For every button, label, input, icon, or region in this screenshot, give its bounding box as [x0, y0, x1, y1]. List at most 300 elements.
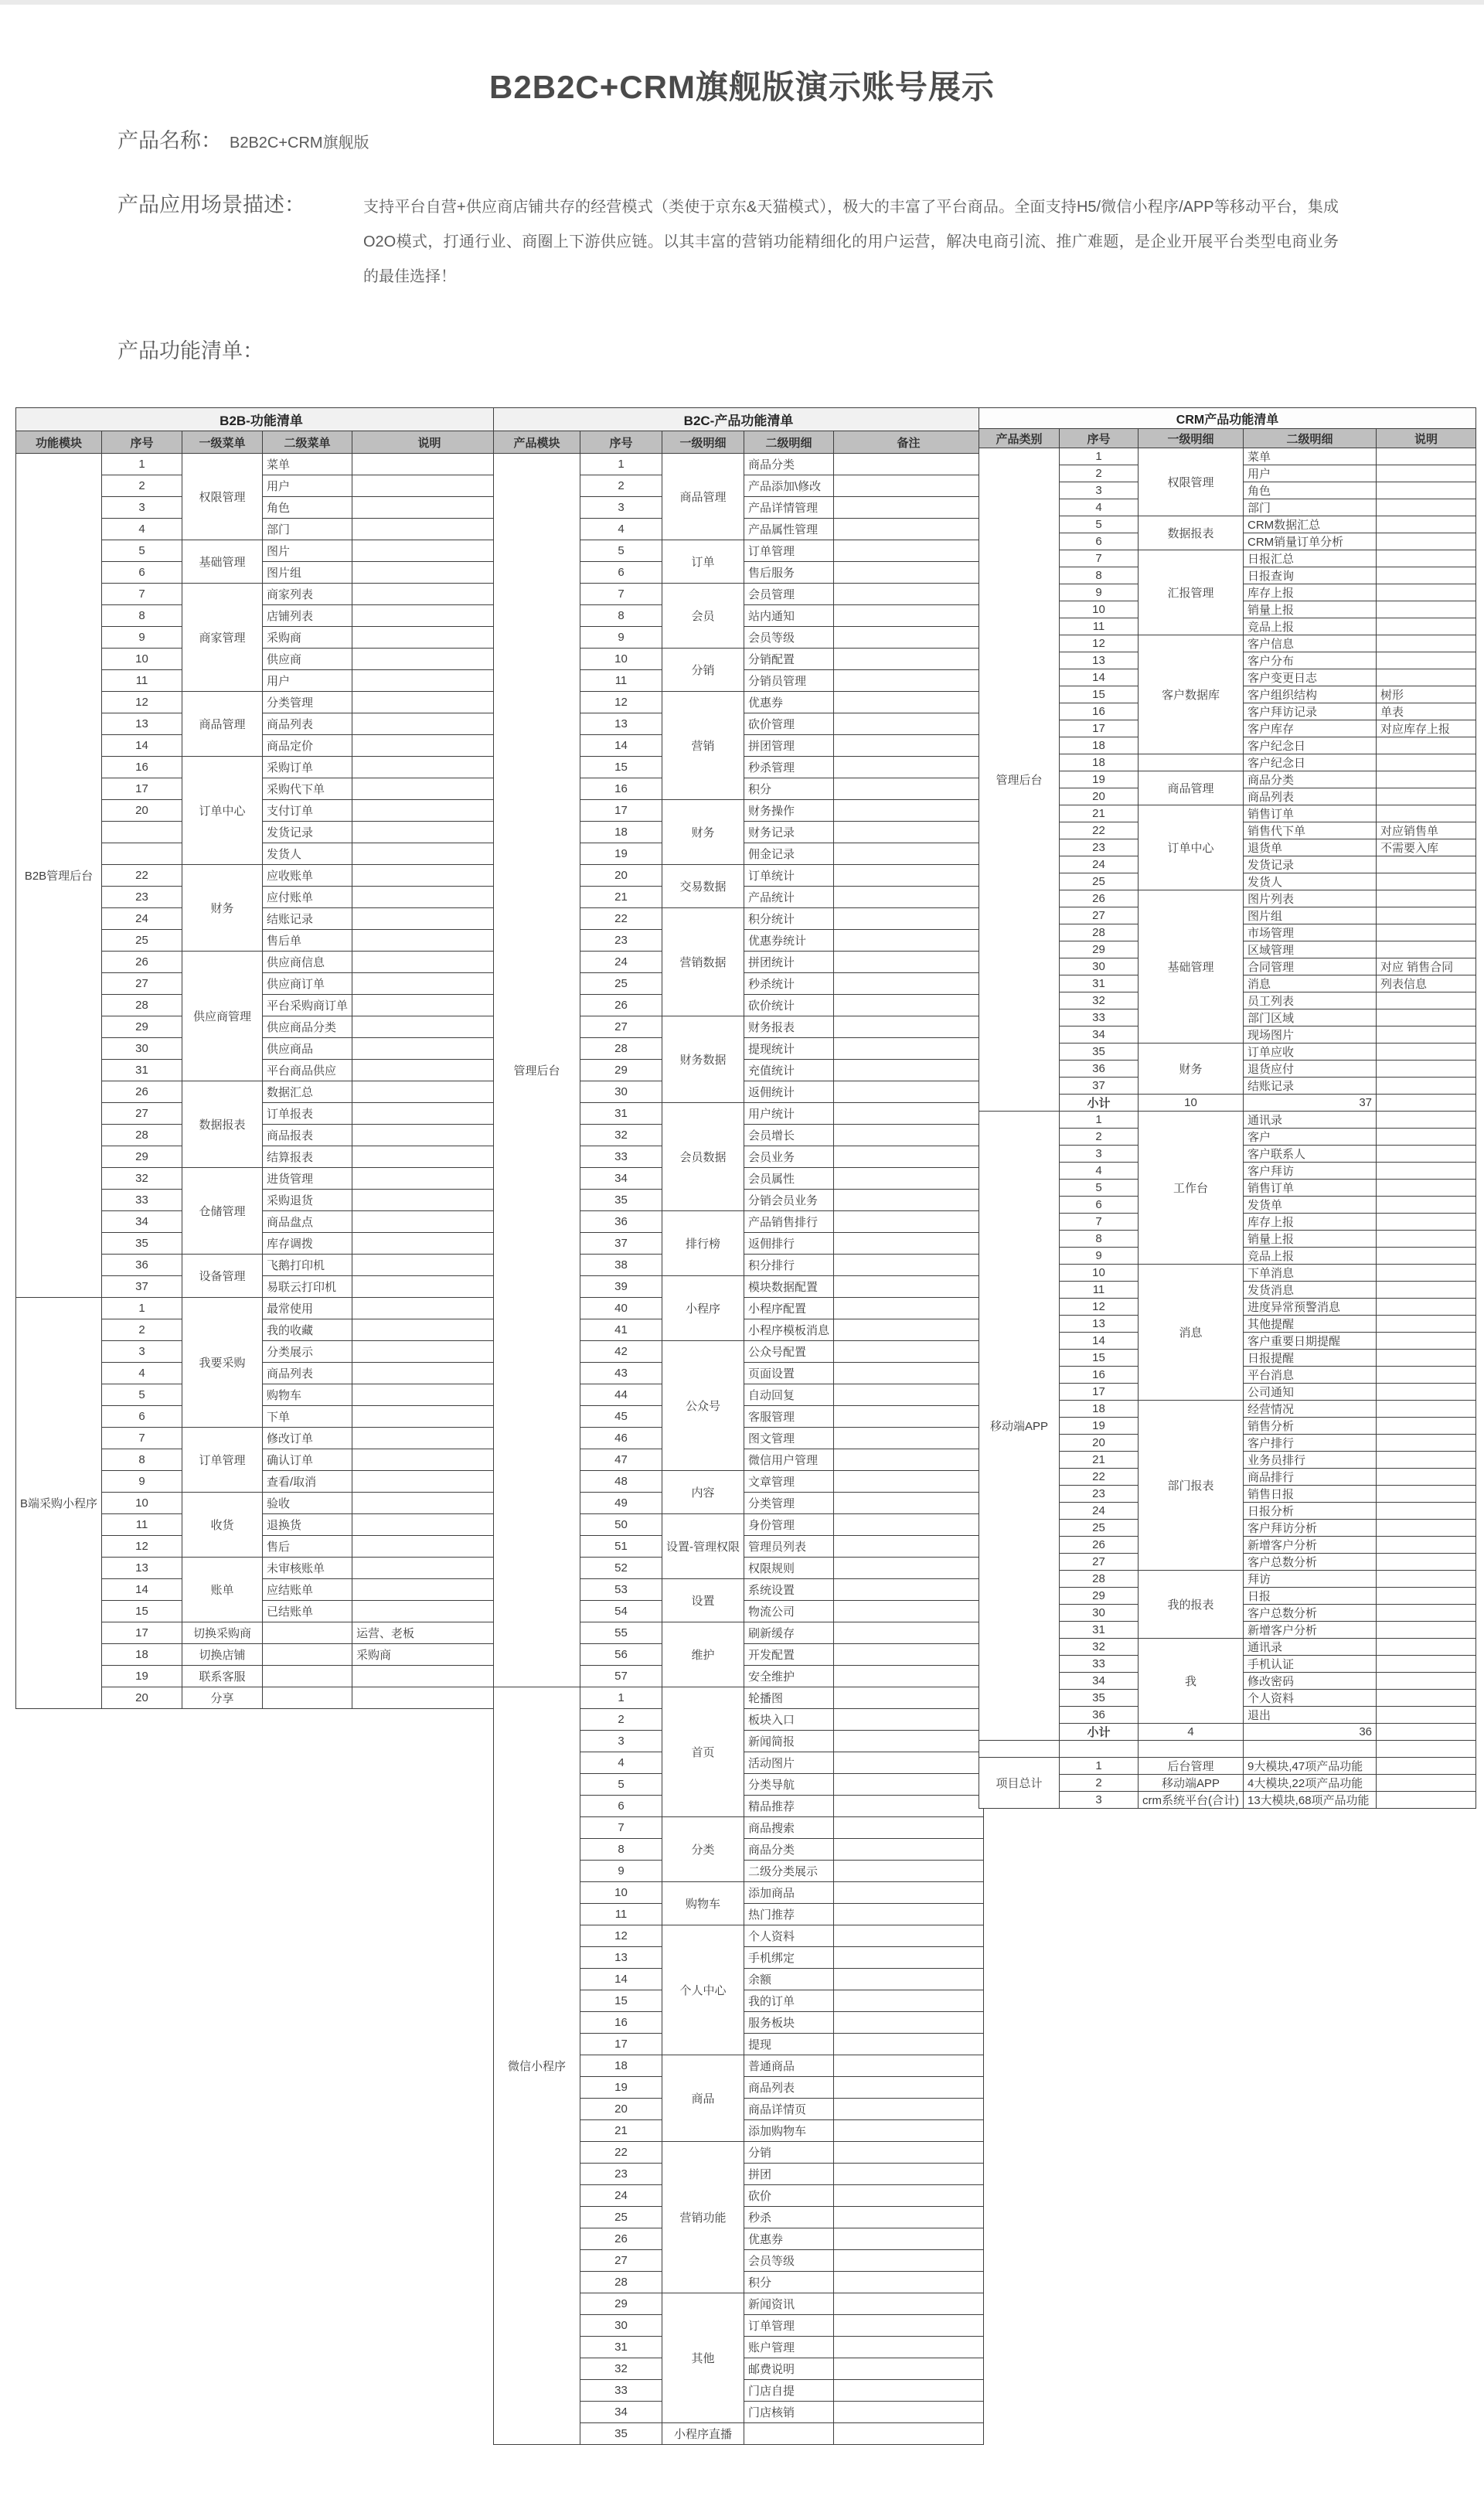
- module-cell: 项目总计: [979, 1758, 1060, 1809]
- note-cell: [352, 454, 507, 475]
- seq-cell: 19: [580, 843, 662, 865]
- note-cell: [1377, 1775, 1476, 1792]
- seq-cell: 31: [1060, 975, 1139, 992]
- level1-cell: 小程序: [662, 1276, 744, 1341]
- note-cell: [1377, 1401, 1476, 1418]
- level2-cell: 用户: [263, 475, 352, 497]
- seq-cell: 22: [1060, 822, 1139, 839]
- level2-cell: 分类导航: [744, 1774, 834, 1796]
- note-cell: [352, 778, 507, 800]
- note-cell: [834, 627, 984, 649]
- seq-cell: 18: [580, 822, 662, 843]
- note-cell: [352, 670, 507, 692]
- level2-cell: 客户联系人: [1244, 1146, 1377, 1163]
- note-cell: [1377, 992, 1476, 1009]
- seq-cell: 5: [1060, 1180, 1139, 1197]
- seq-cell: 21: [580, 2120, 662, 2142]
- note-cell: [1377, 941, 1476, 958]
- level2-cell: 商品分类: [744, 1839, 834, 1861]
- seq-cell: 27: [580, 1016, 662, 1038]
- note-cell: [1377, 737, 1476, 754]
- seq-cell: 10: [102, 1493, 182, 1514]
- table-row: [979, 1741, 1476, 1758]
- level2-cell: 财务记录: [744, 822, 834, 843]
- level1-cell: 分类: [662, 1817, 744, 1882]
- seq-cell: 2: [580, 475, 662, 497]
- note-cell: [834, 1861, 984, 1882]
- seq-cell: 31: [580, 1103, 662, 1125]
- note-cell: [1377, 516, 1476, 533]
- level2-cell: 供应商品分类: [263, 1016, 352, 1038]
- level2-cell: 客户变更日志: [1244, 669, 1377, 686]
- level2-cell: 拜访: [1244, 1571, 1377, 1588]
- level2-cell: 商品盘点: [263, 1211, 352, 1233]
- level1-cell: 商品管理: [1139, 771, 1244, 805]
- level2-cell: 积分: [744, 778, 834, 800]
- note-cell: [1377, 1265, 1476, 1282]
- level2-cell: 优惠券: [744, 692, 834, 713]
- level2-cell: 商品分类: [744, 454, 834, 475]
- note-cell: [834, 1168, 984, 1190]
- note-cell: [352, 1016, 507, 1038]
- seq-cell: 34: [102, 1211, 182, 1233]
- note-cell: 列表信息: [1377, 975, 1476, 992]
- note-cell: [834, 1233, 984, 1255]
- level2-cell: 客户库存: [1244, 720, 1377, 737]
- seq-cell: 28: [580, 1038, 662, 1060]
- level1-cell: 营销: [662, 692, 744, 800]
- note-cell: [834, 605, 984, 627]
- note-cell: [834, 1406, 984, 1428]
- seq-cell: 16: [580, 778, 662, 800]
- note-cell: [834, 1514, 984, 1536]
- note-cell: 单表: [1377, 703, 1476, 720]
- seq-cell: 17: [1060, 1384, 1139, 1401]
- level2-cell: 会员属性: [744, 1168, 834, 1190]
- level2-cell: 发货记录: [1244, 856, 1377, 873]
- note-cell: 对应库存上报: [1377, 720, 1476, 737]
- seq-cell: 14: [1060, 1333, 1139, 1350]
- level2-cell: 会员等级: [744, 627, 834, 649]
- seq-cell: 6: [102, 1406, 182, 1428]
- level2-cell: 部门: [263, 519, 352, 540]
- level1-cell: 移动端APP: [1139, 1775, 1244, 1792]
- seq-cell: 18: [1060, 737, 1139, 754]
- note-cell: [352, 1514, 507, 1536]
- note-cell: [834, 1947, 984, 1969]
- level2-cell: 销量上报: [1244, 601, 1377, 618]
- note-cell: [1377, 669, 1476, 686]
- note-cell: [1377, 1129, 1476, 1146]
- level2-cell: 未审核账单: [263, 1558, 352, 1579]
- seq-cell: 36: [1060, 1707, 1139, 1724]
- level1-cell: 排行榜: [662, 1211, 744, 1276]
- note-cell: [1377, 788, 1476, 805]
- level2-cell: 站内通知: [744, 605, 834, 627]
- seq-cell: 15: [580, 757, 662, 778]
- level2-cell: 我的订单: [744, 1990, 834, 2012]
- level2-cell: 销售订单: [1244, 805, 1377, 822]
- seq-cell: 19: [1060, 1418, 1139, 1435]
- seq-cell: 17: [102, 1622, 182, 1644]
- seq-cell: 8: [1060, 567, 1139, 584]
- level2-cell: 商品报表: [263, 1125, 352, 1146]
- note-cell: [352, 735, 507, 757]
- seq-cell: 1: [102, 454, 182, 475]
- level1-cell: 切换店铺: [182, 1644, 263, 1666]
- note-cell: [834, 1363, 984, 1384]
- level2-cell: 手机认证: [1244, 1656, 1377, 1673]
- level1-cell: 仓储管理: [182, 1168, 263, 1255]
- level2-cell: 验收: [263, 1493, 352, 1514]
- note-cell: [834, 540, 984, 562]
- level2-cell: 商品排行: [1244, 1469, 1377, 1486]
- note-cell: [1377, 499, 1476, 516]
- level1-cell: 汇报管理: [1139, 550, 1244, 635]
- level2-cell: 13大模块,68项产品功能: [1244, 1792, 1377, 1809]
- table-row: [979, 1112, 1476, 1129]
- note-cell: [834, 973, 984, 995]
- note-cell: [834, 2034, 984, 2055]
- seq-cell: 48: [580, 1471, 662, 1493]
- level2-cell: 日报分析: [1244, 1503, 1377, 1520]
- seq-cell: 53: [580, 1579, 662, 1601]
- level2-cell: 新增客户分析: [1244, 1622, 1377, 1639]
- note-cell: [1377, 448, 1476, 465]
- note-cell: [834, 2120, 984, 2142]
- level2-cell: 合同管理: [1244, 958, 1377, 975]
- note-cell: [834, 1298, 984, 1319]
- level2-cell: 订单应收: [1244, 1044, 1377, 1061]
- level2-cell: 发货单: [1244, 1197, 1377, 1214]
- seq-cell: 10: [102, 649, 182, 670]
- seq-cell: 33: [1060, 1009, 1139, 1026]
- seq-cell: 16: [1060, 703, 1139, 720]
- note-cell: [834, 1060, 984, 1081]
- level2-cell: 商品分类: [1244, 771, 1377, 788]
- level2-cell: 微信用户管理: [744, 1449, 834, 1471]
- note-cell: [834, 2293, 984, 2315]
- seq-cell: 13: [1060, 1316, 1139, 1333]
- level1-cell: 账单: [182, 1558, 263, 1622]
- seq-cell: 16: [1060, 1367, 1139, 1384]
- note-cell: [1377, 1197, 1476, 1214]
- seq-cell: 9: [580, 1861, 662, 1882]
- note-cell: [1377, 1248, 1476, 1265]
- level2-cell: 分销: [744, 2142, 834, 2164]
- note-cell: [834, 1103, 984, 1125]
- level2-cell: 客户分布: [1244, 652, 1377, 669]
- level2-cell: 查看/取消: [263, 1471, 352, 1493]
- level2-cell: 拼团管理: [744, 735, 834, 757]
- seq-cell: 4: [580, 1752, 662, 1774]
- level2-cell: 飞鹅打印机: [263, 1255, 352, 1276]
- note-cell: [834, 2207, 984, 2228]
- column-header: 说明: [1377, 429, 1476, 448]
- level2-cell: 会员增长: [744, 1125, 834, 1146]
- seq-cell: 27: [1060, 907, 1139, 924]
- level2-cell: 订单统计: [744, 865, 834, 887]
- level2-cell: 手机绑定: [744, 1947, 834, 1969]
- note-cell: [352, 1276, 507, 1298]
- seq-cell: 1: [1060, 448, 1139, 465]
- seq-cell: [102, 843, 182, 865]
- level2-cell: 进货管理: [263, 1168, 352, 1190]
- table-title: CRM产品功能清单: [979, 408, 1476, 429]
- seq-cell: [102, 822, 182, 843]
- note-cell: [834, 822, 984, 843]
- level2-cell: 权限规则: [744, 1558, 834, 1579]
- seq-cell: 38: [580, 1255, 662, 1276]
- level2-cell: 物流公司: [744, 1601, 834, 1622]
- seq-cell: 57: [580, 1666, 662, 1687]
- note-cell: [1377, 1180, 1476, 1197]
- level2-cell: [263, 1644, 352, 1666]
- seq-cell: 30: [102, 1038, 182, 1060]
- note-cell: [352, 865, 507, 887]
- seq-cell: 15: [580, 1990, 662, 2012]
- seq-cell: 23: [102, 887, 182, 908]
- seq-cell: 19: [102, 1666, 182, 1687]
- note-cell: [834, 1558, 984, 1579]
- level1-cell: 交易数据: [662, 865, 744, 908]
- note-cell: [834, 1774, 984, 1796]
- level2-cell: 客户排行: [1244, 1435, 1377, 1452]
- seq-cell: 4: [1060, 499, 1139, 516]
- level2-cell: 系统设置: [744, 1579, 834, 1601]
- level2-cell: 竞品上报: [1244, 1248, 1377, 1265]
- seq-cell: 17: [102, 778, 182, 800]
- table-title-row: [494, 408, 984, 431]
- note-cell: [834, 1796, 984, 1817]
- note-cell: [1377, 1435, 1476, 1452]
- note-cell: [352, 1190, 507, 1211]
- level2-cell: 修改密码: [1244, 1673, 1377, 1690]
- note-cell: [352, 692, 507, 713]
- seq-cell: 17: [580, 2034, 662, 2055]
- seq-cell: 22: [580, 908, 662, 930]
- level2-cell: 供应商: [263, 649, 352, 670]
- level2-cell: 客户信息: [1244, 635, 1377, 652]
- module-cell: B端采购小程序: [16, 1298, 102, 1709]
- note-cell: [834, 2250, 984, 2272]
- note-cell: [834, 843, 984, 865]
- level2-cell: 添加购物车: [744, 2120, 834, 2142]
- seq-cell: 3: [102, 497, 182, 519]
- note-cell: [834, 1211, 984, 1233]
- seq-cell: 26: [102, 952, 182, 973]
- level2-cell: 应收账单: [263, 865, 352, 887]
- level2-cell: 其他提醒: [1244, 1316, 1377, 1333]
- level1-cell: 小程序直播: [662, 2423, 744, 2445]
- level2-cell: 板块入口: [744, 1709, 834, 1731]
- table-row: [16, 454, 507, 475]
- note-cell: 不需要入库: [1377, 839, 1476, 856]
- table-row: [979, 1758, 1476, 1775]
- note-cell: [834, 2055, 984, 2077]
- level2-cell: 退出: [1244, 1707, 1377, 1724]
- level2-cell: 返佣统计: [744, 1081, 834, 1103]
- seq-cell: 12: [102, 692, 182, 713]
- level2-cell: 热门推荐: [744, 1904, 834, 1925]
- seq-cell: 26: [1060, 890, 1139, 907]
- level2-cell: 门店核销: [744, 2402, 834, 2423]
- level2-cell: 会员业务: [744, 1146, 834, 1168]
- level1-cell: 后台管理: [1139, 1758, 1244, 1775]
- note-cell: [834, 2272, 984, 2293]
- column-header: 序号: [102, 431, 182, 454]
- level2-cell: 下单: [263, 1406, 352, 1428]
- level2-cell: 财务报表: [744, 1016, 834, 1038]
- level2-cell: 新闻简报: [744, 1731, 834, 1752]
- note-cell: [352, 1146, 507, 1168]
- note-cell: [1377, 1469, 1476, 1486]
- level2-cell: 采购代下单: [263, 778, 352, 800]
- note-cell: [1377, 1333, 1476, 1350]
- seq-cell: 29: [102, 1016, 182, 1038]
- level1-cell: [1139, 1741, 1244, 1758]
- note-cell: [834, 2099, 984, 2120]
- seq-cell: 15: [102, 1601, 182, 1622]
- level2-cell: [263, 1666, 352, 1687]
- seq-cell: 34: [1060, 1026, 1139, 1044]
- seq-cell: 14: [1060, 669, 1139, 686]
- seq-cell: 28: [580, 2272, 662, 2293]
- level2-cell: 产品添加\修改: [744, 475, 834, 497]
- level2-cell: 提现统计: [744, 1038, 834, 1060]
- note-cell: [1377, 805, 1476, 822]
- note-cell: [352, 887, 507, 908]
- note-cell: [352, 519, 507, 540]
- note-cell: [1377, 1009, 1476, 1026]
- note-cell: [1377, 1690, 1476, 1707]
- seq-cell: 43: [580, 1363, 662, 1384]
- level2-cell: 发货记录: [263, 822, 352, 843]
- seq-cell: 5: [102, 1384, 182, 1406]
- level2-cell: 商家列表: [263, 584, 352, 605]
- note-cell: [834, 2358, 984, 2380]
- level1-cell: 订单中心: [1139, 805, 1244, 890]
- seq-cell: 15: [1060, 1350, 1139, 1367]
- note-cell: [1377, 652, 1476, 669]
- note-cell: [352, 1601, 507, 1622]
- note-cell: [352, 1060, 507, 1081]
- subtotal-module-count: 4: [1139, 1724, 1244, 1741]
- seq-cell: 2: [1060, 465, 1139, 482]
- seq-cell: 5: [102, 540, 182, 562]
- seq-cell: 46: [580, 1428, 662, 1449]
- level1-cell: 我: [1139, 1639, 1244, 1724]
- note-cell: [834, 1449, 984, 1471]
- level1-cell: 其他: [662, 2293, 744, 2423]
- subtotal-module-count: 10: [1139, 1095, 1244, 1112]
- level2-cell: 拼团统计: [744, 952, 834, 973]
- note-cell: [1377, 771, 1476, 788]
- note-cell: [352, 1449, 507, 1471]
- table-header-row: [16, 431, 507, 454]
- module-cell: [979, 1741, 1060, 1758]
- level1-cell: 财务数据: [662, 1016, 744, 1103]
- note-cell: [1377, 1554, 1476, 1571]
- note-cell: [1377, 1656, 1476, 1673]
- seq-cell: 13: [580, 1947, 662, 1969]
- level2-cell: 产品销售排行: [744, 1211, 834, 1233]
- seq-cell: 10: [580, 1882, 662, 1904]
- level1-cell: 设备管理: [182, 1255, 263, 1298]
- note-cell: [834, 519, 984, 540]
- note-cell: [1377, 1367, 1476, 1384]
- level2-cell: 店铺列表: [263, 605, 352, 627]
- level2-cell: 供应商品: [263, 1038, 352, 1060]
- seq-cell: 9: [580, 627, 662, 649]
- note-cell: [834, 757, 984, 778]
- level2-cell: 砍价管理: [744, 713, 834, 735]
- level2-cell: 购物车: [263, 1384, 352, 1406]
- level1-cell: 购物车: [662, 1882, 744, 1925]
- note-cell: [834, 1969, 984, 1990]
- note-cell: [1377, 1724, 1476, 1741]
- note-cell: [1377, 1350, 1476, 1367]
- level2-cell: 公众号配置: [744, 1341, 834, 1363]
- note-cell: [834, 1579, 984, 1601]
- seq-cell: 2: [1060, 1775, 1139, 1792]
- level1-cell: 消息: [1139, 1265, 1244, 1401]
- column-header: 二级明细: [1244, 429, 1377, 448]
- seq-cell: 1: [580, 454, 662, 475]
- note-cell: [352, 973, 507, 995]
- level2-cell: 平台消息: [1244, 1367, 1377, 1384]
- level2-cell: 模块数据配置: [744, 1276, 834, 1298]
- note-cell: [1377, 1758, 1476, 1775]
- note-cell: [834, 1081, 984, 1103]
- level2-cell: 产品统计: [744, 887, 834, 908]
- seq-cell: 23: [1060, 839, 1139, 856]
- note-cell: [1377, 1112, 1476, 1129]
- level2-cell: 下单消息: [1244, 1265, 1377, 1282]
- column-header: 产品类别: [979, 429, 1060, 448]
- column-header: 一级明细: [662, 431, 744, 454]
- seq-cell: 24: [580, 2185, 662, 2207]
- level2-cell: 区域管理: [1244, 941, 1377, 958]
- seq-cell: 7: [580, 1817, 662, 1839]
- level2-cell: 采购退货: [263, 1190, 352, 1211]
- column-header: 产品模块: [494, 431, 580, 454]
- note-cell: [352, 1579, 507, 1601]
- level2-cell: 客户拜访: [1244, 1163, 1377, 1180]
- seq-cell: 26: [102, 1081, 182, 1103]
- table-row: [494, 454, 984, 475]
- seq-cell: 12: [1060, 1299, 1139, 1316]
- level2-cell: 活动图片: [744, 1752, 834, 1774]
- level2-cell: 采购订单: [263, 757, 352, 778]
- seq-cell: 25: [580, 973, 662, 995]
- level2-cell: 积分统计: [744, 908, 834, 930]
- subtotal-label: 小计: [1060, 1095, 1139, 1112]
- note-cell: [352, 908, 507, 930]
- seq-cell: 28: [102, 995, 182, 1016]
- function-table-0: [15, 407, 507, 1709]
- note-cell: [1377, 618, 1476, 635]
- seq-cell: 3: [1060, 1792, 1139, 1809]
- level2-cell: 提现: [744, 2034, 834, 2055]
- level2-cell: 图片组: [1244, 907, 1377, 924]
- seq-cell: 1: [580, 1687, 662, 1709]
- table-row: [16, 1298, 507, 1319]
- seq-cell: 50: [580, 1514, 662, 1536]
- function-table-1: [493, 407, 984, 2445]
- level1-cell: 会员: [662, 584, 744, 649]
- note-cell: [834, 1341, 984, 1363]
